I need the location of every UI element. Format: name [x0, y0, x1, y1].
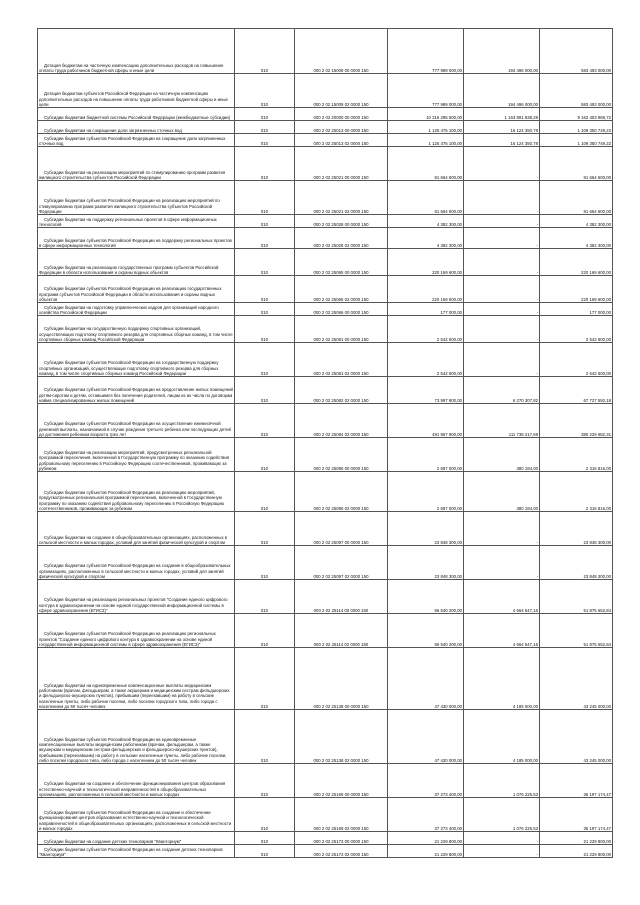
row-budget-code: 000 2 02 25081 00 0000 150: [295, 316, 388, 343]
row-budget-code: 000 2 02 15009 02 0000 150: [295, 74, 388, 108]
row-budget-code: 000 2 02 25138 00 0000 150: [295, 648, 388, 710]
row-approved-amount: 21 229 800,00: [388, 832, 464, 845]
row-budget-code: 000 2 02 25013 00 0000 150: [295, 121, 388, 134]
row-name: Субсидии бюджетам субъектов Российской Федерации на сокращение доли загрязненных сточных вод: [38, 134, 235, 147]
row-line-code: 010: [235, 472, 295, 512]
row-executed-amount: 1 076 225,53: [464, 798, 540, 832]
row-remaining-amount: 583 493 000,00: [540, 74, 613, 108]
row-executed-amount: -: [464, 303, 540, 316]
row-approved-amount: 1 125 475 100,00: [388, 134, 464, 147]
row-executed-amount: 111 738 217,69: [464, 404, 540, 438]
row-approved-amount: 777 989 000,00: [388, 29, 464, 74]
table-row: [38, 121, 613, 134]
row-line-code: 010: [235, 512, 295, 546]
row-name: Субсидии бюджетам субъектов Российской Федерации на создание и обеспечение функционирования центров образования естественно-научной и технологической направленностей в общеобразовательных организациях, расположенных в сельской местности и малых городах: [38, 798, 235, 832]
row-executed-amount: 380 184,00: [464, 438, 540, 472]
row-executed-amount: -: [464, 343, 540, 377]
row-executed-amount: 1 153 891 838,28: [464, 108, 540, 121]
table-row: [38, 108, 613, 121]
row-executed-amount: 6 270 307,82: [464, 377, 540, 404]
row-budget-code: 000 2 02 25066 00 0000 150: [295, 303, 388, 316]
table-row: [38, 404, 613, 438]
row-approved-amount: 10 316 295 500,00: [388, 108, 464, 121]
row-line-code: 010: [235, 832, 295, 845]
row-budget-code: 000 2 02 25086 02 0000 150: [295, 472, 388, 512]
row-budget-code: 000 2 02 25097 02 0000 150: [295, 546, 388, 580]
row-name: Дотация бюджетам субъектов Российской Федерации на частичную компенсацию дополнительных расходов на повышение оплаты труда работников бюджетной сферы и иные цели: [38, 74, 235, 108]
row-budget-code: 000 2 02 25065 00 0000 150: [295, 249, 388, 276]
row-name: Субсидии бюджетам бюджетной системы Российской Федерации (межбюджетные субсидии): [38, 108, 235, 121]
row-name: Субсидии бюджетам субъектов Российской Федерации на создание в общеобразовательных организациях, расположенных в сельской местности и малых городах, условий для занятий физической культурой и спортом: [38, 546, 235, 580]
row-line-code: 010: [235, 648, 295, 710]
table-row: [38, 316, 613, 343]
row-name: Субсидии бюджетам субъектов Российской Федерации на единовременные компенсационные выплаты медицинским работникам (врачам, фельдшерам, а также акушеркам и медицинским сестрам фельдшерских и фельдшерско-акушерских пунктов), прибывшим (переехавшим) на работу в сельские населенные пункты, либо рабочие поселки, либо поселки городского типа, либо города с населением до 50 тысяч человек: [38, 710, 235, 764]
table-row: [38, 29, 613, 74]
row-budget-code: 000 2 02 25097 00 0000 150: [295, 512, 388, 546]
row-budget-code: 000 2 02 25138 02 0000 150: [295, 710, 388, 764]
table-row: [38, 798, 613, 832]
row-remaining-amount: 67 727 592,18: [540, 377, 613, 404]
row-remaining-amount: 51 875 652,84: [540, 614, 613, 648]
row-name: Субсидии бюджетам на создание детских технопарков "Кванториум": [38, 832, 235, 845]
row-executed-amount: 16 124 350,78: [464, 121, 540, 134]
table-row: [38, 303, 613, 316]
row-executed-amount: -: [464, 512, 540, 546]
table-row: [38, 438, 613, 472]
table-row: [38, 74, 613, 108]
row-line-code: 010: [235, 108, 295, 121]
row-line-code: 010: [235, 438, 295, 472]
row-executed-amount: 4 664 547,16: [464, 614, 540, 648]
row-budget-code: 000 2 02 25021 02 0000 150: [295, 181, 388, 215]
row-budget-code: 000 2 02 20000 00 0000 150: [295, 108, 388, 121]
table-row: [38, 614, 613, 648]
row-remaining-amount: 81 664 600,00: [540, 147, 613, 181]
row-name: Субсидии бюджетам субъектов Российской Федерации на создание детских технопарков "Кванториум": [38, 845, 235, 858]
row-name: Субсидии бюджетам на реализацию мероприятий, предусмотренных региональной программой переселения, включенной в Государственную программу по оказанию содействия добровольному переселению в Российскую Федерацию соотечественников, проживающих за рубежом: [38, 438, 235, 472]
row-budget-code: 000 2 02 25114 02 0000 150: [295, 614, 388, 648]
row-budget-code: 000 2 02 25086 00 0000 150: [295, 438, 388, 472]
row-approved-amount: 1 125 475 100,00: [388, 121, 464, 134]
row-budget-code: 000 2 02 25173 02 0000 150: [295, 845, 388, 858]
row-line-code: 010: [235, 316, 295, 343]
row-approved-amount: 2 542 600,00: [388, 343, 464, 377]
row-budget-code: 000 2 02 25021 00 0000 150: [295, 147, 388, 181]
row-remaining-amount: 51 875 652,84: [540, 580, 613, 614]
row-remaining-amount: 177 000,00: [540, 303, 613, 316]
table-row: [38, 710, 613, 764]
row-line-code: 010: [235, 215, 295, 228]
row-budget-code: 000 2 02 25169 02 0000 150: [295, 798, 388, 832]
row-executed-amount: -: [464, 276, 540, 303]
row-budget-code: 000 2 02 25028 02 0000 150: [295, 228, 388, 249]
row-line-code: 010: [235, 614, 295, 648]
row-executed-amount: 194 496 000,00: [464, 74, 540, 108]
row-remaining-amount: 4 382 300,00: [540, 228, 613, 249]
row-approved-amount: 37 273 400,00: [388, 764, 464, 798]
row-budget-code: 000 2 02 25173 00 0000 150: [295, 832, 388, 845]
row-approved-amount: 220 169 600,00: [388, 276, 464, 303]
table-row: [38, 215, 613, 228]
row-approved-amount: 2 697 000,00: [388, 472, 464, 512]
budget-revenue-table: [37, 28, 613, 858]
row-line-code: 010: [235, 764, 295, 798]
row-approved-amount: 4 382 300,00: [388, 215, 464, 228]
row-executed-amount: 194 496 000,00: [464, 29, 540, 74]
row-name: Субсидии бюджетам на единовременные компенсационные выплаты медицинским работникам (врачам, фельдшерам, а также акушеркам и медицинским сестрам фельдшерских и фельдшерско-акушерских пунктов), прибывшим (переехавшим) на работу в сельские населенные пункты, либо рабочие поселки, либо поселки городского типа, либо города с населением до 50 тысяч человек: [38, 648, 235, 710]
row-remaining-amount: 2 542 600,00: [540, 343, 613, 377]
row-approved-amount: 56 540 200,00: [388, 614, 464, 648]
row-remaining-amount: 43 245 000,00: [540, 710, 613, 764]
row-name: Дотация бюджетам на частичную компенсацию дополнительных расходов на повышение оплаты труда работников бюджетной сферы и иные цели: [38, 29, 235, 74]
table-row: [38, 845, 613, 858]
row-approved-amount: 81 664 600,00: [388, 147, 464, 181]
row-name: Субсидии бюджетам субъектов Российской Федерации на государственную поддержку спортивных организаций, осуществляющих подготовку спортивного резерва для сборных команд, в том числе спортивных сборных команд Российской Федерации: [38, 343, 235, 377]
row-name: Субсидии бюджетам на реализацию мероприятий по стимулированию программ развития жилищного строительства субъектов Российской Федерации: [38, 147, 235, 181]
row-budget-code: 000 2 02 25114 00 0000 150: [295, 580, 388, 614]
row-remaining-amount: 43 245 000,00: [540, 648, 613, 710]
row-executed-amount: 4 185 000,00: [464, 648, 540, 710]
row-remaining-amount: 36 197 174,47: [540, 764, 613, 798]
row-budget-code: 000 2 02 25065 02 0000 150: [295, 276, 388, 303]
row-remaining-amount: 220 169 600,00: [540, 276, 613, 303]
row-remaining-amount: 1 109 350 749,22: [540, 134, 613, 147]
row-name: Субсидии бюджетам субъектов Российской Федерации на реализацию мероприятий по стимулированию программ развития жилищного строительства субъектов Российской Федерации: [38, 181, 235, 215]
row-name: Субсидии бюджетам субъектов Российской Федерации на поддержку региональных проектов в сфере информационных технологий: [38, 228, 235, 249]
row-name: Субсидии бюджетам на реализацию региональных проектов "Создание единого цифрового контура в здравоохранении на основе единой государственной информационной системы в сфере здравоохранения (ЕГИСЗ)": [38, 580, 235, 614]
row-approved-amount: 4 382 300,00: [388, 228, 464, 249]
row-approved-amount: 177 000,00: [388, 303, 464, 316]
row-approved-amount: 73 997 900,00: [388, 377, 464, 404]
row-name: Субсидии бюджетам на создание в общеобразовательных организациях, расположенных в сельской местности и малых городах, условий для занятий физической культурой и спортом: [38, 512, 235, 546]
row-line-code: 010: [235, 845, 295, 858]
row-budget-code: 000 2 02 25013 02 0000 150: [295, 134, 388, 147]
row-approved-amount: 37 273 400,00: [388, 798, 464, 832]
row-executed-amount: -: [464, 249, 540, 276]
row-name: Субсидии бюджетам субъектов Российской Федерации на реализацию государственных программ субъектов Российской Федерации в области использования и охраны водных объектов: [38, 276, 235, 303]
row-remaining-amount: 23 848 300,00: [540, 546, 613, 580]
row-line-code: 010: [235, 798, 295, 832]
row-name: Субсидии бюджетам субъектов Российской Федерации на реализацию мероприятий, предусмотренных региональной программой переселения, включенной в Государственную программу по оказанию содействия добровольному переселению в Российскую Федерацию соотечественников, проживающих за рубежом: [38, 472, 235, 512]
row-name: Субсидии бюджетам на реализацию государственных программ субъектов Российской Федерации в области использования и охраны водных объектов: [38, 249, 235, 276]
row-remaining-amount: 4 382 300,00: [540, 215, 613, 228]
row-approved-amount: 56 540 200,00: [388, 580, 464, 614]
table-body: [38, 29, 613, 858]
row-name: Субсидии бюджетам субъектов Российской Федерации на реализацию региональных проектов "Создание единого цифрового контура в здравоохранении на основе единой государственной информационной системы в сфере здравоохранения (ЕГИСЗ)": [38, 614, 235, 648]
row-remaining-amount: 380 229 682,31: [540, 404, 613, 438]
table-row: [38, 343, 613, 377]
row-budget-code: 000 2 02 25081 02 0000 150: [295, 343, 388, 377]
table-row: [38, 580, 613, 614]
row-line-code: 010: [235, 303, 295, 316]
row-executed-amount: -: [464, 546, 540, 580]
row-name: Субсидии бюджетам на создание и обеспечение функционирования центров образования естественно-научной и технологической направленностей в общеобразовательных организациях, расположенных в сельской местности и малых городах: [38, 764, 235, 798]
row-budget-code: 000 2 02 25028 00 0000 150: [295, 215, 388, 228]
row-name: Субсидии бюджетам на государственную поддержку спортивных организаций, осуществляющих подготовку спортивного резерва для спортивных сборных команд, в том числе спортивных сборных команд Российской Федерации: [38, 316, 235, 343]
table-row: [38, 377, 613, 404]
row-line-code: 010: [235, 29, 295, 74]
row-budget-code: 000 2 02 15009 00 0000 150: [295, 29, 388, 74]
row-remaining-amount: 23 848 300,00: [540, 512, 613, 546]
row-line-code: 010: [235, 74, 295, 108]
row-remaining-amount: 9 162 403 969,72: [540, 108, 613, 121]
row-approved-amount: 2 697 000,00: [388, 438, 464, 472]
row-name: Субсидии бюджетам на подготовку управленческих кадров для организаций народного хозяйства Российской Федерации: [38, 303, 235, 316]
row-line-code: 010: [235, 710, 295, 764]
table-row: [38, 472, 613, 512]
row-executed-amount: 4 185 000,00: [464, 710, 540, 764]
row-executed-amount: 1 076 225,53: [464, 764, 540, 798]
row-executed-amount: -: [464, 147, 540, 181]
row-executed-amount: 380 184,00: [464, 472, 540, 512]
row-executed-amount: -: [464, 845, 540, 858]
row-approved-amount: 777 989 000,00: [388, 74, 464, 108]
row-line-code: 010: [235, 134, 295, 147]
row-remaining-amount: 583 493 000,00: [540, 29, 613, 74]
row-executed-amount: -: [464, 181, 540, 215]
row-line-code: 010: [235, 546, 295, 580]
report-page: [37, 28, 612, 858]
table-row: [38, 764, 613, 798]
row-budget-code: 000 2 02 25084 02 0000 150: [295, 404, 388, 438]
row-line-code: 010: [235, 343, 295, 377]
row-remaining-amount: 2 316 816,00: [540, 472, 613, 512]
table-row: [38, 147, 613, 181]
row-line-code: 010: [235, 121, 295, 134]
row-executed-amount: 16 124 350,78: [464, 134, 540, 147]
row-approved-amount: 21 229 800,00: [388, 845, 464, 858]
row-executed-amount: -: [464, 832, 540, 845]
table-row: [38, 512, 613, 546]
row-budget-code: 000 2 02 25169 00 0000 150: [295, 764, 388, 798]
row-name: Субсидии бюджетам субъектов Российской Федерации на предоставление жилых помещений детям-сиротам и детям, оставшимся без попечения родителей, лицам из их числа по договорам найма специализированных жилых помещений: [38, 377, 235, 404]
row-approved-amount: 491 967 900,00: [388, 404, 464, 438]
row-line-code: 010: [235, 147, 295, 181]
row-approved-amount: 23 848 300,00: [388, 546, 464, 580]
table-row: [38, 249, 613, 276]
table-row: [38, 648, 613, 710]
row-name: Субсидии бюджетам на сокращение доли загрязненных сточных вод: [38, 121, 235, 134]
row-line-code: 010: [235, 228, 295, 249]
table-row: [38, 181, 613, 215]
row-executed-amount: -: [464, 316, 540, 343]
row-approved-amount: 220 169 600,00: [388, 249, 464, 276]
row-name: Субсидии бюджетам субъектов Российской Федерации на осуществление ежемесячной денежной выплаты, назначаемой в случае рождения третьего ребенка или последующих детей до достижения ребенком возраста трех лет: [38, 404, 235, 438]
row-line-code: 010: [235, 249, 295, 276]
row-name: Субсидии бюджетам на поддержку региональных проектов в сфере информационных технологий: [38, 215, 235, 228]
row-remaining-amount: 21 229 800,00: [540, 845, 613, 858]
row-approved-amount: 81 664 600,00: [388, 181, 464, 215]
row-approved-amount: 2 542 600,00: [388, 316, 464, 343]
row-remaining-amount: 2 542 600,00: [540, 316, 613, 343]
table-row: [38, 134, 613, 147]
row-remaining-amount: 21 229 800,00: [540, 832, 613, 845]
row-line-code: 010: [235, 377, 295, 404]
row-remaining-amount: 1 109 350 749,22: [540, 121, 613, 134]
row-executed-amount: 4 664 547,16: [464, 580, 540, 614]
table-row: [38, 228, 613, 249]
row-remaining-amount: 36 197 174,47: [540, 798, 613, 832]
row-line-code: 010: [235, 276, 295, 303]
row-executed-amount: -: [464, 228, 540, 249]
row-approved-amount: 47 430 000,00: [388, 648, 464, 710]
row-line-code: 010: [235, 404, 295, 438]
row-line-code: 010: [235, 181, 295, 215]
row-approved-amount: 23 848 300,00: [388, 512, 464, 546]
row-executed-amount: -: [464, 215, 540, 228]
table-row: [38, 832, 613, 845]
row-approved-amount: 47 430 000,00: [388, 710, 464, 764]
row-budget-code: 000 2 02 25082 02 0000 150: [295, 377, 388, 404]
row-remaining-amount: 81 664 600,00: [540, 181, 613, 215]
row-line-code: 010: [235, 580, 295, 614]
table-row: [38, 276, 613, 303]
table-row: [38, 546, 613, 580]
row-remaining-amount: 2 316 816,00: [540, 438, 613, 472]
row-remaining-amount: 220 169 600,00: [540, 249, 613, 276]
